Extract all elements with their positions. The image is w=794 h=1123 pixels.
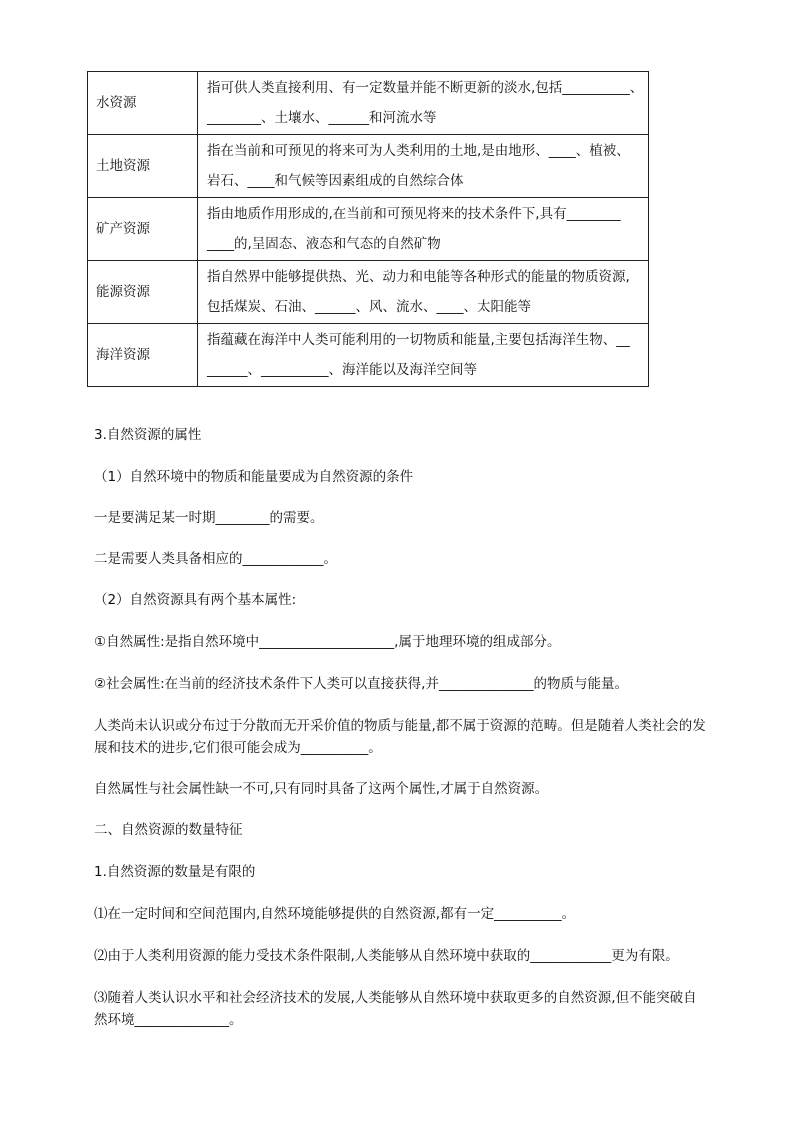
desc-line: 岩石、____和气候等因素组成的自然综合体 [207, 173, 464, 189]
desc-line: 指在当前和可预见的将来可为人类利用的土地,是由地形、____、植被、 [207, 143, 630, 159]
table-row [88, 72, 649, 135]
row-name: 土地资源 [88, 135, 198, 198]
row-name: 能源资源 [88, 261, 198, 324]
row-name: 水资源 [88, 72, 198, 135]
table-row [88, 324, 649, 387]
subsection-heading: （1）自然环境中的物质和能量要成为自然资源的条件 [94, 469, 414, 485]
row-desc [198, 135, 649, 198]
section-heading: 3.自然资源的属性 [94, 427, 202, 443]
subsection-heading: （2）自然资源具有两个基本属性: [94, 592, 297, 608]
subsection-heading: 1.自然资源的数量是有限的 [94, 864, 256, 880]
desc-line: 指可供人类直接利用、有一定数量并能不断更新的淡水,包括__________、 [207, 80, 644, 96]
paragraph: ⑵由于人类利用资源的能力受技术条件限制,人类能够从自然环境中获取的____________更为有限。 [94, 948, 679, 964]
table-row [88, 198, 649, 261]
desc-line: ____的,呈固态、液态和气态的自然矿物 [207, 236, 441, 252]
paragraph: 人类尚未认识或分布过于分散而无开采价值的物质与能量,都不属于资源的范畴。但是随着人类社会的发展和技术的进步,它们很可能会成为__________。 [94, 718, 706, 756]
row-desc [198, 72, 649, 135]
row-desc [198, 198, 649, 261]
desc-line: ________、土壤水、______和河流水等 [207, 110, 437, 126]
paragraph: 二是需要人类具备相应的____________。 [94, 551, 337, 567]
resource-table [87, 71, 649, 387]
section-heading: 二、自然资源的数量特征 [94, 822, 243, 838]
desc-line: ______、__________、海洋能以及海洋空间等 [207, 362, 477, 378]
document-body [94, 424, 714, 1031]
row-desc [198, 324, 649, 387]
table-row [88, 261, 649, 324]
row-name: 海洋资源 [88, 324, 198, 387]
row-name: 矿产资源 [88, 198, 198, 261]
desc-line: 指自然界中能够提供热、光、动力和电能等各种形式的能量的物质资源, [207, 269, 630, 285]
desc-line: 指由地质作用形成的,在当前和可预见将来的技术条件下,具有________ [207, 206, 621, 222]
paragraph: 自然属性与社会属性缺一不可,只有同时具备了这两个属性,才属于自然资源。 [94, 781, 549, 797]
row-desc [198, 261, 649, 324]
desc-line: 指蕴藏在海洋中人类可能利用的一切物质和能量,主要包括海洋生物、__ [207, 332, 630, 348]
paragraph: ⑶随着人类认识水平和社会经济技术的发展,人类能够从自然环境中获取更多的自然资源,但不能突破自然环境______________。 [94, 990, 697, 1028]
paragraph: ⑴在一定时间和空间范围内,自然环境能够提供的自然资源,都有一定__________。 [94, 906, 576, 922]
desc-line: 包括煤炭、石油、______、风、流水、____、太阳能等 [207, 299, 531, 315]
paragraph: 一是要满足某一时期________的需要。 [94, 510, 324, 526]
paragraph: ①自然属性:是指自然环境中____________________,属于地理环境的组成部分。 [94, 634, 561, 650]
table-row [88, 135, 649, 198]
paragraph: ②社会属性:在当前的经济技术条件下人类可以直接获得,并______________的物质与能量。 [94, 676, 628, 692]
